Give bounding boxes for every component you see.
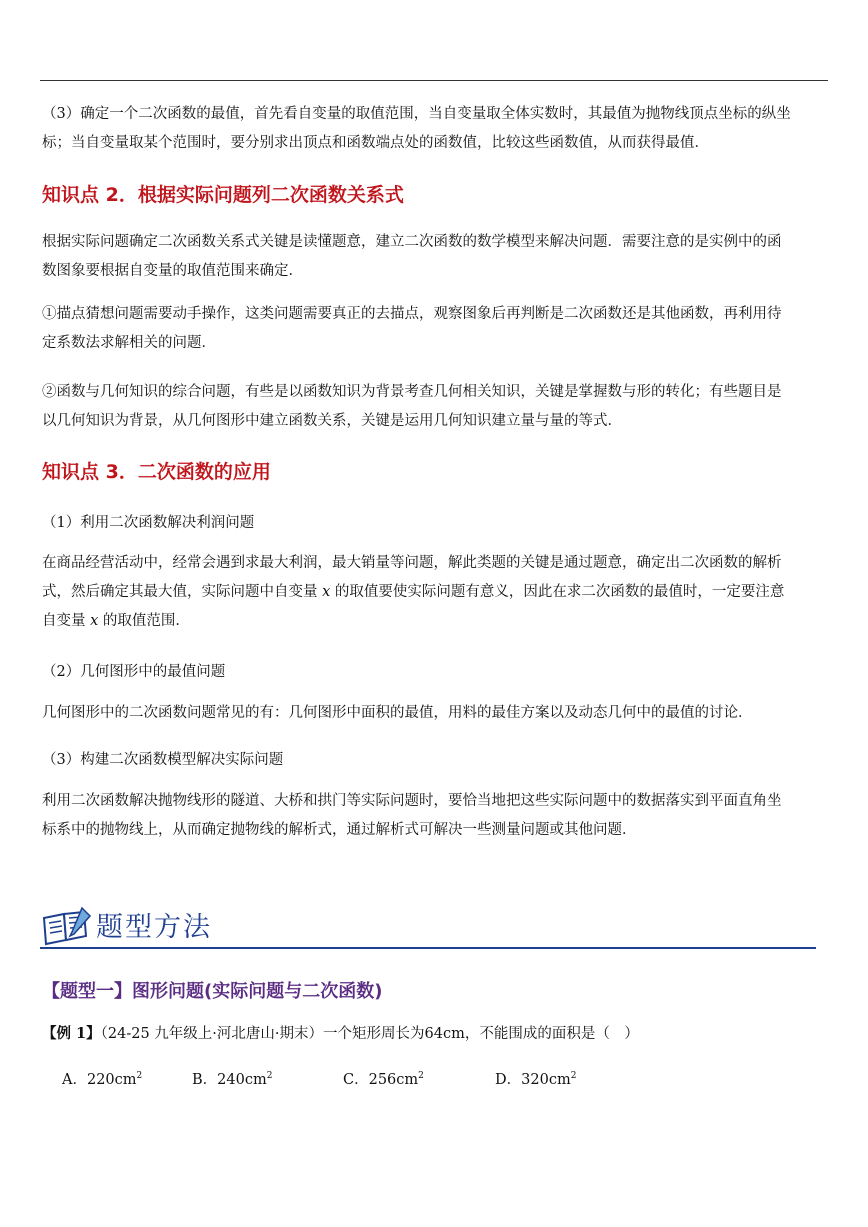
text-line: 标；当自变量取某个范围时，要分别求出顶点和函数端点处的函数值，比较这些函数值，从而获得最值． (42, 135, 709, 151)
text-line: 数图象要根据自变量的取值范围来确定． (42, 263, 303, 279)
variable-x: x (322, 584, 331, 600)
option-d[interactable]: D．$320cm^2$ (495, 1071, 577, 1088)
paragraph-kp2-item2 (42, 378, 832, 436)
paragraph-kp2-intro (42, 228, 832, 286)
text-line: 定系数法求解相关的问题． (42, 335, 216, 351)
text-line: ②函数与几何知识的综合问题，有些是以函数知识为背景考查几何相关知识，关键是掌握数与形的转化；有些题目是 (42, 384, 782, 400)
subheading-geometry: （2）几何图形中的最值问题 (42, 664, 226, 680)
section-title: 题型方法 (96, 912, 212, 943)
variable-x: x (90, 613, 99, 629)
paragraph-profit (42, 549, 832, 636)
example-question (42, 1022, 639, 1043)
text-line: 在商品经营活动中，经常会遇到求最大利润，最大销量等问题，解此类题的关键是通过题意，确定出二次函数的解析 (42, 555, 782, 571)
heading-knowledge-point-3: 知识点 3．二次函数的应用 (42, 461, 271, 483)
heading-knowledge-point-2: 知识点 2．根据实际问题列二次函数关系式 (42, 184, 404, 206)
question-type-title: 【题型一】图形问题(实际问题与二次函数) (42, 981, 383, 1002)
section-rule (40, 947, 816, 949)
text-line: 式，然后确定其最大值，实际问题中自变量 x 的取值要使实际问题有意义，因此在求二次函数的最值时，一定要注意 (42, 584, 785, 600)
paragraph-extremum (42, 100, 832, 158)
option-b[interactable]: B．$240cm^2$ (192, 1071, 273, 1088)
book-icon (40, 906, 92, 946)
example-source: （24-25 九年级上·河北唐山·期末） (100, 1026, 324, 1042)
text-line: 以几何知识为背景，从几何图形中建立函数关系，关键是运用几何知识建立量与量的等式． (42, 413, 622, 429)
subheading-profit: （1）利用二次函数解决利润问题 (42, 515, 255, 531)
option-a[interactable]: A．$220cm^2$ (62, 1071, 143, 1088)
text-line: 标系中的抛物线上，从而确定抛物线的解析式，通过解析式可解决一些测量问题或其他问题． (42, 822, 637, 838)
text-line: 自变量 x 的取值范围． (42, 613, 190, 629)
header-rule (40, 80, 828, 81)
paragraph-kp2-item1 (42, 300, 832, 358)
paragraph-geometry (42, 699, 832, 728)
text-line: ①描点猜想问题需要动手操作，这类问题需要真正的去描点，观察图象后再判断是二次函数还是其他函数，再利用待 (42, 306, 782, 322)
option-c[interactable]: C．$256cm^2$ (343, 1071, 424, 1088)
example-label: 【例 1】 (42, 1025, 101, 1042)
paragraph-model (42, 787, 832, 845)
example-text: 一个矩形周长为64cm，不能围成的面积是（ ） (323, 1026, 639, 1042)
subheading-model: （3）构建二次函数模型解决实际问题 (42, 752, 284, 768)
text-line: 利用二次函数解决抛物线形的隧道、大桥和拱门等实际问题时，要恰当地把这些实际问题中的数据落实到平面直角坐 (42, 793, 782, 809)
text-line: （3）确定一个二次函数的最值，首先看自变量的取值范围，当自变量取全体实数时，其最值为抛物线顶点坐标的纵坐 (42, 106, 791, 122)
text-line: 根据实际问题确定二次函数关系式关键是读懂题意，建立二次函数的数学模型来解决问题．需要注意的是实例中的函 (42, 234, 782, 250)
text-line: 几何图形中的二次函数问题常见的有：几何图形中面积的最值，用料的最佳方案以及动态几何中的最值的讨论． (42, 705, 753, 721)
